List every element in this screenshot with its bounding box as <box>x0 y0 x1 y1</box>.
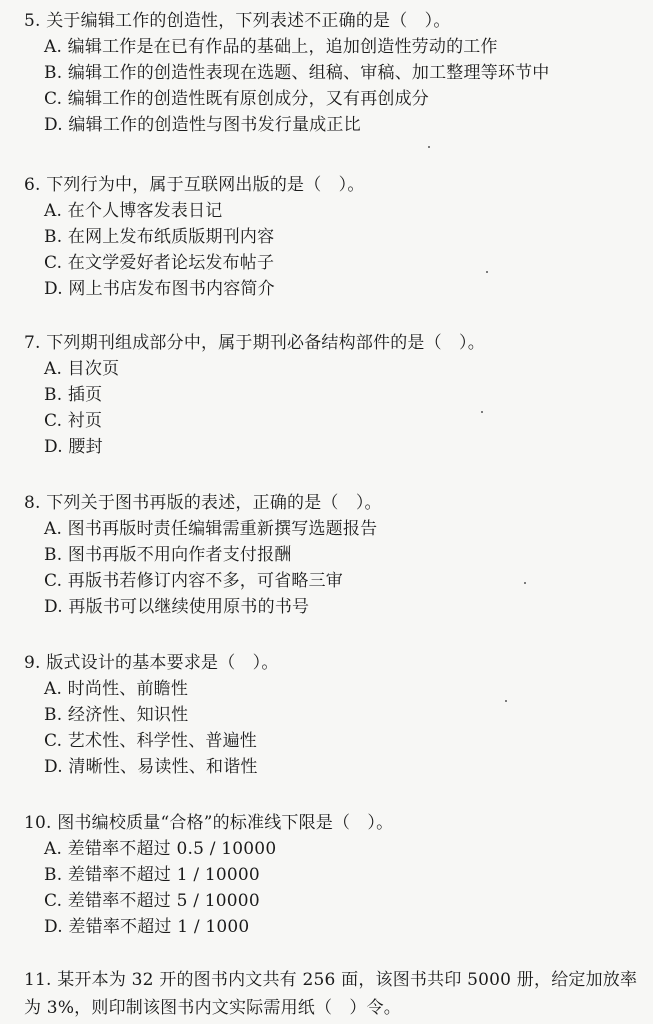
option-a: A. 图书再版时责任编辑需重新撰写选题报告 <box>44 519 378 539</box>
question-stem: 10. 图书编校质量“合格”的标准线下限是（ ）。 <box>24 813 394 833</box>
question-11 <box>24 966 643 1022</box>
option-b: B. 经济性、知识性 <box>44 705 189 725</box>
option-a: A. 差错率不超过 0.5 / 10000 <box>44 839 277 859</box>
option-a: A. 编辑工作是在已有作品的基础上，追加创造性劳动的工作 <box>44 37 498 57</box>
question-stem: 7. 下列期刊组成部分中，属于期刊必备结构部件的是（ ）。 <box>24 333 485 353</box>
option-b: B. 差错率不超过 1 / 10000 <box>44 865 260 885</box>
question-stem: 9. 版式设计的基本要求是（ ）。 <box>24 653 279 673</box>
question-stem: 11. 某开本为 32 开的图书内文共有 256 面，该图书共印 5000 册，给定加放率为 3%，则印制该图书内文实际需用纸（ ）令。 <box>24 970 638 1018</box>
question-9 <box>24 650 643 780</box>
question-stem: 8. 下列关于图书再版的表述，正确的是（ ）。 <box>24 493 382 513</box>
option-d: D. 差错率不超过 1 / 1000 <box>44 917 250 937</box>
question-6 <box>24 172 643 302</box>
scan-speck <box>505 700 507 702</box>
scan-speck <box>428 146 430 148</box>
question-7 <box>24 330 643 460</box>
question-5 <box>24 8 643 138</box>
option-c: C. 在文学爱好者论坛发布帖子 <box>44 253 275 273</box>
option-b: B. 图书再版不用向作者支付报酬 <box>44 545 292 565</box>
option-c: C. 差错率不超过 5 / 10000 <box>44 891 260 911</box>
option-d: D. 网上书店发布图书内容简介 <box>44 279 275 299</box>
question-8 <box>24 490 643 620</box>
option-a: A. 目次页 <box>44 359 120 379</box>
option-c: C. 艺术性、科学性、普遍性 <box>44 731 258 751</box>
question-stem: 6. 下列行为中，属于互联网出版的是（ ）。 <box>24 175 365 195</box>
option-d: D. 清晰性、易读性、和谐性 <box>44 757 258 777</box>
option-d: D. 腰封 <box>44 437 103 457</box>
question-stem: 5. 关于编辑工作的创造性，下列表述不正确的是（ ）。 <box>24 11 451 31</box>
scan-speck <box>486 271 488 273</box>
question-10 <box>24 810 643 940</box>
scan-speck <box>481 411 483 413</box>
option-b: B. 编辑工作的创造性表现在选题、组稿、审稿、加工整理等环节中 <box>44 63 550 83</box>
option-d: D. 再版书可以继续使用原书的书号 <box>44 597 310 617</box>
option-b: B. 在网上发布纸质版期刊内容 <box>44 227 275 247</box>
option-a: A. 在个人博客发表日记 <box>44 201 223 221</box>
option-d: D. 编辑工作的创造性与图书发行量成正比 <box>44 115 361 135</box>
option-c: C. 衬页 <box>44 411 103 431</box>
option-b: B. 插页 <box>44 385 103 405</box>
scan-speck <box>524 582 526 584</box>
option-c: C. 再版书若修订内容不多，可省略三审 <box>44 571 344 591</box>
option-c: C. 编辑工作的创造性既有原创成分，又有再创成分 <box>44 89 430 109</box>
option-a: A. 时尚性、前瞻性 <box>44 679 189 699</box>
